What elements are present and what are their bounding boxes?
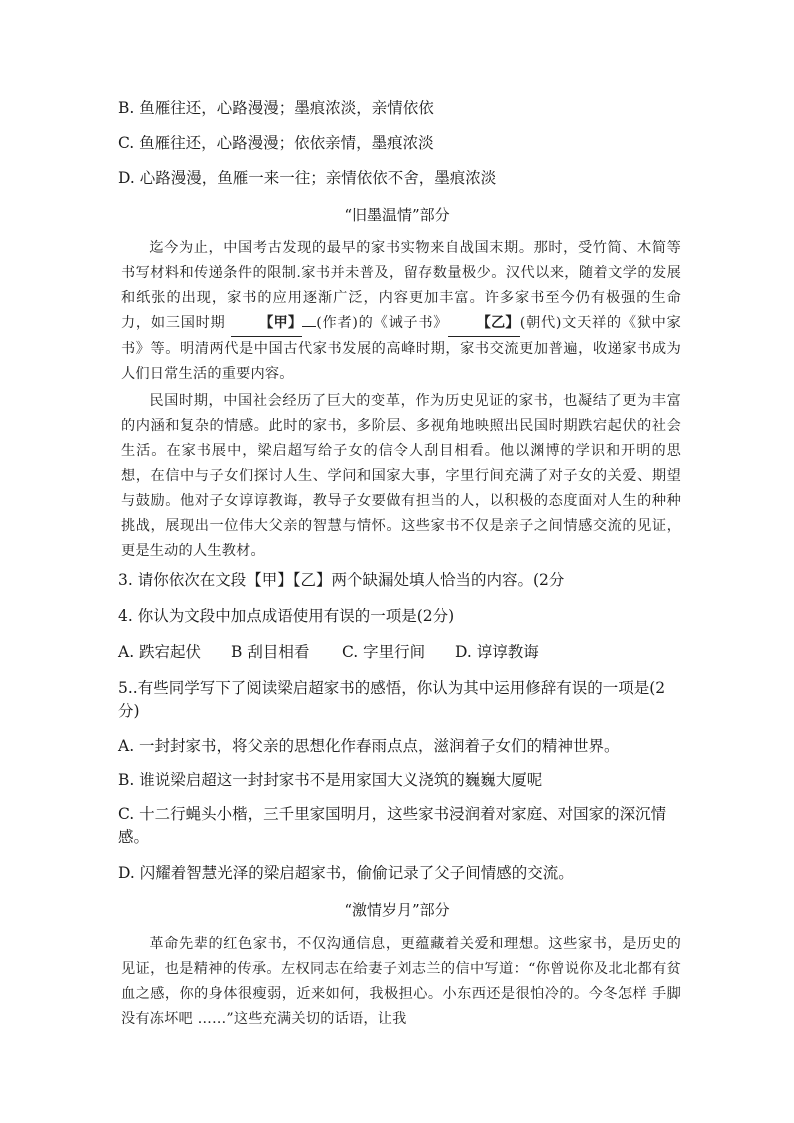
blank-jia: 【甲】 (231, 311, 303, 337)
section1-p1-text-c: (朝代)文天祥的《狱中家书》等。明清两代是中国古代家书发展的高峰时期，家书交流更加普遍，收递家书成为人们日常生活的重要内容。 (121, 315, 681, 382)
question-3: 3. 请你依次在文段【甲】【乙】两个缺漏处填人恰当的内容。(2分 (118, 571, 565, 589)
q5-option-b: B. 谁说梁启超这一封封家书不是用家国大义浇筑的巍巍大厦呢 (118, 771, 543, 789)
section1-paragraph-2 (121, 389, 681, 564)
section2-p1-text: 革命先辈的红色家书，不仅沟通信息，更蕴藏着关爱和理想。这些家书，是历史的见证，也是精神的传承。左权同志在给妻子刘志兰的信中写道：“你曾说你及北北都有贫血之感，你的身体很瘦弱，近来如何，我极担心。小东西还是很怕冷的。今冬怎样 手脚没有冻坏吧 ……”这些充满关切的话语，让我 (121, 936, 681, 1027)
q4-option-b: B 刮目相看 (231, 643, 310, 661)
q4-option-a: A. 跌宕起伏 (118, 643, 202, 661)
section1-heading: “旧墨温情”部分 (344, 206, 450, 224)
choice-d-top: D. 心路漫漫，鱼雁一来一往；亲情依依不舍，墨痕浓淡 (118, 169, 497, 187)
blank-yi: 【乙】 (448, 311, 520, 337)
q5-option-a: A. 一封封家书，将父亲的思想化作春雨点点，滋润着子女们的精神世界。 (118, 737, 620, 755)
q4-option-c: C. 字里行间 (342, 643, 426, 661)
section2-heading: “激情岁月”部分 (344, 901, 450, 919)
section2-paragraph-1 (121, 932, 681, 1032)
section1-p1-text-a: 迄今为止，中国考古发现的最早的家书实物来自战国末期。那时，受竹简、木简等书写材料和传递条件的限制.家书并未普及，留存数量极少。汉代以来，随着文学的发展和纸张的出现，家书的应用逐渐广泛，内容更加丰富。许多家书至今仍有极强的生命力，如三国时期 (121, 240, 681, 331)
question-4-options (118, 641, 539, 663)
choice-b-top: B. 鱼雁往还，心路漫漫；墨痕浓淡，亲情依依 (118, 99, 434, 117)
q5-option-d: D. 闪耀着智慧光泽的梁启超家书，偷偷记录了父子间情感的交流。 (118, 864, 574, 882)
q4-option-d: D. 谆谆教诲 (455, 643, 539, 661)
section1-p1-text-b: (作者)的《诫子书》 (316, 315, 449, 331)
q5-option-c: C. 十二行蝇头小楷，三千里家国明月，这些家书浸润着对家庭、对国家的深沉情感。 (118, 805, 667, 846)
choice-c-top: C. 鱼雁往还，心路漫漫；依依亲情，墨痕浓淡 (118, 134, 434, 152)
question-4-stem: 4. 你认为文段中加点成语使用有误的一项是(2分) (118, 607, 455, 625)
question-5-stem: 5..有些同学写下了阅读梁启超家书的感悟，你认为其中运用修辞有误的一项是(2分) (118, 679, 666, 720)
section1-p2-text: 民国时期，中国社会经历了巨大的变革，作为历史见证的家书，也凝结了更为丰富的内涵和复杂的情感。此时的家书，多阶层、多视角地映照出民国时期跌宕起伏的社会生活。在家书展中，梁启超写给子女的信令人刮目相看。他以渊博的学识和开明的思想，在信中与子女们探讨人生、学问和国家大事，字里行间充满了对子女的关爱、期望与鼓励。他对子女谆谆教诲，教导子女要做有担当的人，以积极的态度面对人生的种种挑战，展现出一位伟大父亲的智慧与情怀。这些家书不仅是亲子之间情感交流的见证，更是生动的人生教材。 (121, 393, 681, 559)
section1-paragraph-1 (121, 236, 681, 387)
